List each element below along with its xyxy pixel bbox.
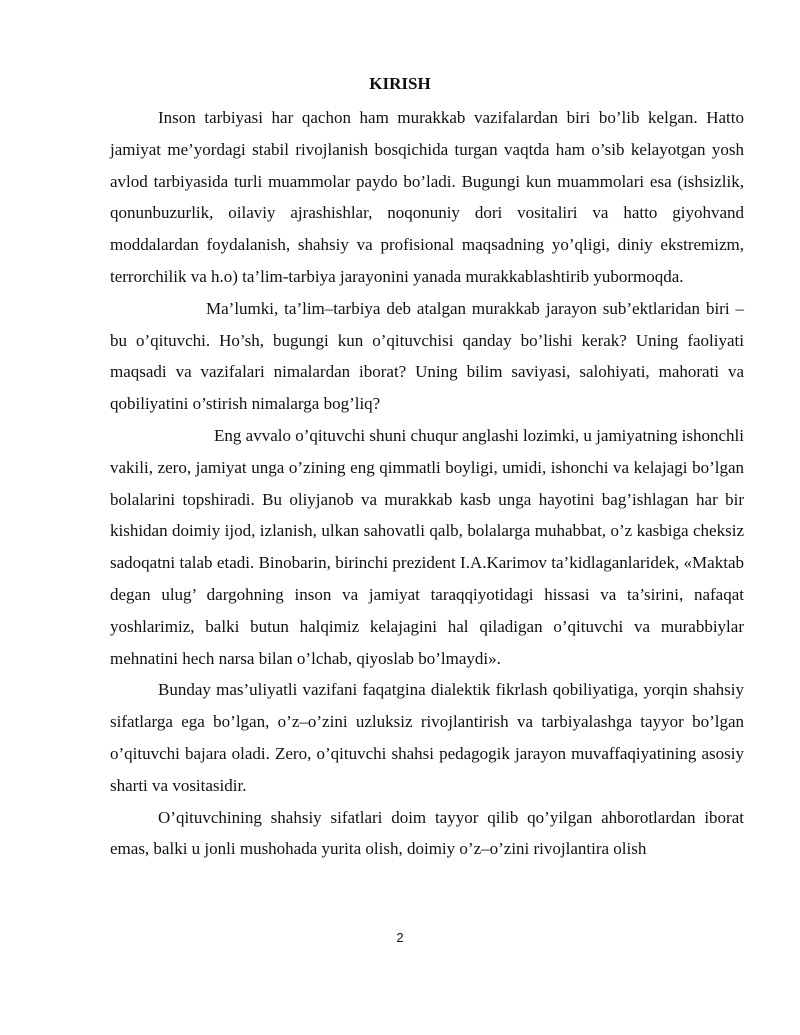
paragraph-1: Inson tarbiyasi har qachon ham murakkab vazifalardan biri bo’lib kelgan. Hatto jamiyat me’yordagi stabil rivojlanish bosqichida turgan vaqtda ham o’sib kelayotgan yosh avlod tarbiyasida turli muammolar paydo bo’ladi. Bugungi kun muammolari esa (ishsizlik, qonunbuzurlik, oilaviy ajrashishlar, noqonuniy dori vositaliri va hatto giyohvand moddalardan foydalanish, shahsiy va profisional maqsadning yo’qligi, diniy ekstremizm, terrorchilik va h.o) ta’lim-tarbiya jarayonini yanada murakkablashtirib yubormoqda. <box>110 108 744 286</box>
paragraph-4: Bunday mas’uliyatli vazifani faqatgina dialektik fikrlash qobiliyatiga, yorqin shahsiy sifatlarga ega bo’lgan, o’z–o’zini uzluksiz rivojlantirish va tarbiyalashga tayyor bo’lgan o’qituvchi bajara oladi. Zero, o’qituvchi shahsi pedagogik jarayon muvaffaqiyatining asosiy sharti va vositasidir. <box>110 680 744 795</box>
page-title: KIRISH <box>369 74 431 93</box>
page-number: 2 <box>396 930 404 945</box>
document-body <box>110 102 744 865</box>
paragraph-5: O’qituvchining shahsiy sifatlari doim tayyor qilib qo’yilgan ahborotlardan iborat emas, balki u jonli mushohada yurita olish, doimiy o’z–o’zini rivojlantira olish <box>110 807 744 859</box>
paragraph-3: Eng avvalo o’qituvchi shuni chuqur anglashi lozimki, u jamiyatning ishonchli vakili, zero, jamiyat unga o’zining eng qimmatli boyligi, umidi, ishonchi va kelajagi bo’lgan bolalarini topshiradi. Bu oliyjanob va murakkab kasb unga hayotini bag’ishlagan har bir kishidan doimiy ijod, izlanish, ulkan sahovatli qalb, bolalarga muhabbat, o’z kasbiga cheksiz sadoqatni talab etadi. Binobarin, birinchi prezident I.A.Karimov ta’kidlaganlaridek, «Maktab degan ulug’ dargohning inson va jamiyat taraqqiyotidagi hissasi va ta’sirini, nafaqat yoshlarimiz, balki butun halqimiz kelajagini hal qiladigan o’qituvchi va murabbiylar mehnatini hech narsa bilan o’lchab, qiyoslab bo’lmaydi». <box>110 425 744 668</box>
paragraph-2: Ma’lumki, ta’lim–tarbiya deb atalgan murakkab jarayon sub’ektlaridan biri – bu o’qituvchi. Ho’sh, bugungi kun o’qituvchisi qanday bo’lishi kerak? Uning faoliyati maqsadi va vazifalari nimalardan iborat? Uning bilim saviyasi, salohiyati, mahorati va qobiliyatini o’stirish nimalarga bog’liq? <box>110 298 744 414</box>
